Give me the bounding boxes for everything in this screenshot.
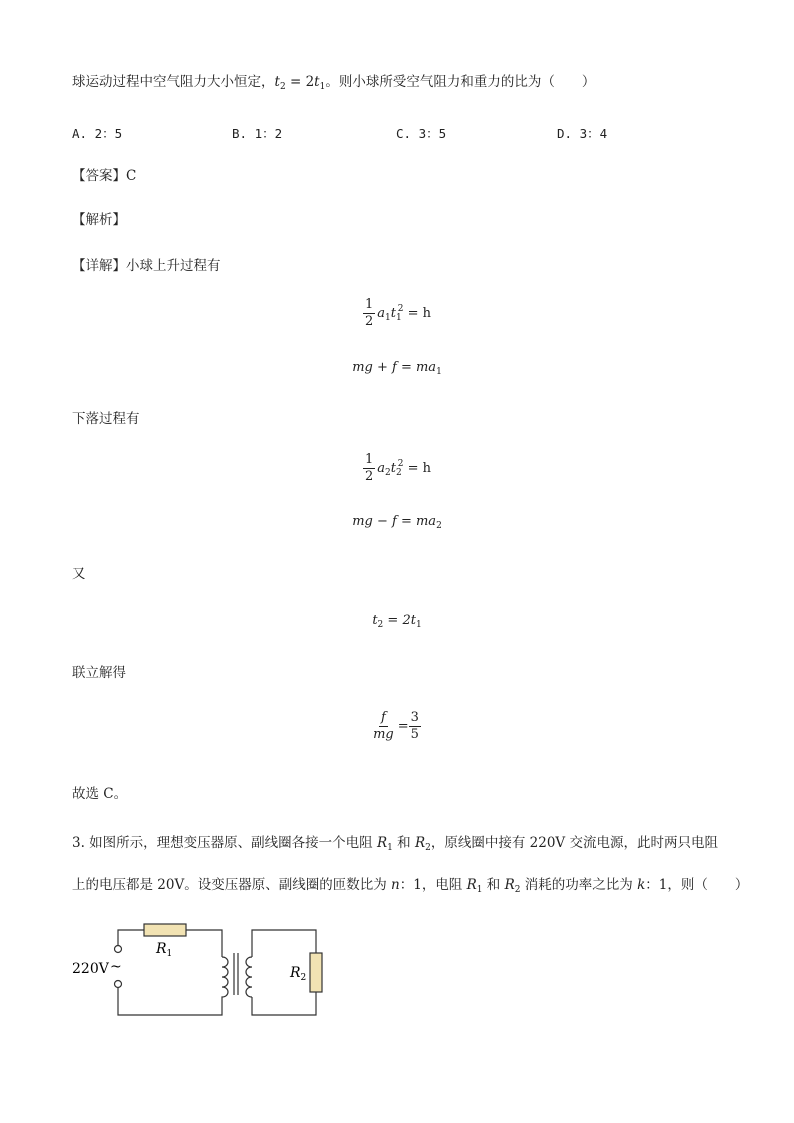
resistor-r1	[144, 924, 186, 936]
conclusion: 故选 C。	[72, 786, 128, 802]
equation-5	[0, 613, 794, 630]
answer-line	[72, 166, 136, 186]
eq-t1-sub: 1	[319, 82, 326, 92]
eq-mid: = 2	[285, 74, 315, 90]
q3-l2-b: ，电阻	[421, 877, 467, 893]
ac-tilde: ~	[110, 959, 122, 975]
eq5-sub1: 1	[415, 620, 422, 630]
eq2-sub: 1	[436, 367, 442, 377]
transformer-circuit	[60, 915, 340, 1025]
wire-top-primary	[186, 930, 222, 957]
q3-l2-r1: R	[466, 877, 477, 893]
detail-line	[72, 256, 221, 276]
eq-t2: t	[274, 74, 280, 90]
eq3-num: 1	[364, 452, 374, 467]
equation-1	[0, 297, 794, 330]
eq2-text: mg + f = ma	[352, 360, 437, 375]
eq1-rest: = h	[407, 306, 432, 321]
q3-l1-and: 和	[392, 835, 415, 851]
equation-2	[0, 360, 794, 377]
eq1-num: 1	[364, 297, 374, 312]
q3-l2-n1: ：1	[399, 877, 422, 893]
r2-label: $R_2$	[290, 965, 307, 983]
eq-t1: t	[314, 74, 320, 90]
q3-l1-a: 3. 如图所示，理想变压器原、副线圈各接一个电阻	[72, 835, 377, 851]
eq6-rden: 5	[410, 727, 419, 742]
eq-t2-sub: 2	[279, 82, 286, 92]
wire-bottom-secondary	[252, 992, 316, 1015]
q2-stem-text-2: 。则小球所受空气阻力和重力的比为（ ）	[325, 74, 596, 90]
eq6-rnum: 3	[410, 710, 419, 725]
q3-line-1	[72, 833, 718, 858]
option-a[interactable]: A. 2：5	[72, 126, 123, 141]
eq3-body: $a_2t_2^2 = h$	[377, 459, 432, 478]
option-c[interactable]: C. 3：5	[396, 126, 447, 141]
terminal-top	[115, 946, 122, 953]
q3-l1-r1: R	[376, 835, 388, 851]
q3-l2-n: n	[391, 877, 400, 893]
q3-l2-r2: R	[504, 877, 515, 893]
eq3-frac	[363, 452, 375, 485]
eq1-body: $a_1t_1^2 = h$	[377, 304, 432, 323]
analysis-tag: 【解析】	[72, 212, 126, 228]
terminal-bottom	[115, 981, 122, 988]
q2-stem	[72, 72, 595, 97]
q3-l2-and: 和	[482, 877, 505, 893]
q3-l1-r1sub: 1	[387, 843, 393, 853]
equation-6	[0, 710, 794, 743]
solve-text: 联立解得	[72, 665, 126, 681]
q3-line-2	[72, 875, 748, 900]
q3-l2-a: 上的电压都是 20V。设变压器原、副线圈的匝数比为	[72, 877, 392, 893]
eq6-den: mg	[373, 727, 394, 742]
eq1-frac	[363, 297, 375, 330]
equation-3	[0, 452, 794, 485]
eq3-rest: = h	[407, 461, 432, 476]
eq3-den: 2	[364, 469, 374, 484]
q2-stem-text-1: 球运动过程中空气阻力大小恒定，	[72, 74, 275, 90]
wire-bottom-primary	[118, 988, 222, 1015]
secondary-coil	[246, 957, 252, 997]
q2-stem-equation	[275, 74, 326, 90]
source-label: 220V	[72, 961, 109, 977]
eq6-eq: =	[397, 719, 409, 734]
eq5-sub2: 2	[377, 620, 384, 630]
option-d[interactable]: D. 3：4	[557, 126, 608, 141]
q3-l2-r2sub: 2	[514, 885, 521, 895]
eq6-right-frac	[409, 710, 421, 743]
eq5-left: t	[372, 613, 378, 628]
equation-4	[0, 514, 794, 531]
down-text: 下落过程有	[72, 411, 140, 427]
option-b[interactable]: B. 1：2	[232, 126, 283, 141]
q3-l1-b: ，原线圈中接有 220V 交流电源，此时两只电阻	[430, 835, 718, 851]
q3-l1-r2sub: 2	[425, 843, 431, 853]
detail-tag: 【详解】	[72, 258, 126, 274]
q3-l2-k1: ：1	[645, 877, 668, 893]
q3-l2-r1sub: 1	[476, 885, 483, 895]
q3-l2-k: k	[637, 877, 646, 893]
eq4-sub: 2	[436, 521, 442, 531]
q3-l2-c: 消耗的功率之比为	[520, 877, 638, 893]
r1-label: $R_1$	[156, 941, 173, 959]
eq4-text: mg − f = ma	[352, 514, 437, 529]
answer-value: C	[126, 168, 137, 184]
also-text: 又	[72, 566, 86, 582]
primary-coil	[222, 957, 228, 999]
wire-top-secondary	[252, 930, 316, 957]
eq6-left-frac	[371, 710, 396, 743]
eq5-mid: = 2t	[383, 613, 416, 628]
eq6-num: f	[381, 710, 386, 725]
wire-top-left	[118, 930, 144, 945]
answer-tag: 【答案】	[72, 168, 126, 184]
eq1-den: 2	[364, 314, 374, 329]
q3-l2-d: ，则（ ）	[667, 877, 749, 893]
resistor-r2	[310, 953, 322, 992]
q3-l1-r2: R	[414, 835, 426, 851]
detail-up-text: 小球上升过程有	[126, 258, 221, 274]
